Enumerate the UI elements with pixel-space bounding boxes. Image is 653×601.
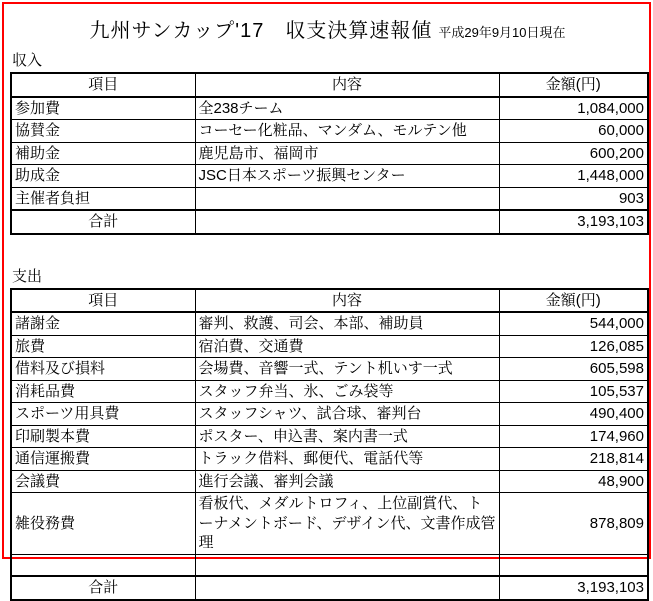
red-page-frame: [2, 2, 651, 596]
detail-cell: 看板代、メダルトロフィ、上位副賞代、トーナメントボード、デザイン代、文書作成管理: [195, 493, 499, 555]
item-cell: 補助金: [11, 142, 195, 165]
detail-cell: ポスター、申込書、案内書一式: [195, 425, 499, 448]
table-row: [11, 403, 648, 426]
item-cell: 諸謝金: [11, 312, 195, 335]
detail-cell: スタッフ弁当、氷、ごみ袋等: [195, 380, 499, 403]
income-section-label: 収入: [12, 52, 43, 69]
table-row: [11, 312, 648, 335]
table-row: [11, 335, 648, 358]
item-cell: 助成金: [11, 165, 195, 188]
detail-cell: 会場費、音響一式、テント机いす一式: [195, 358, 499, 381]
table-row: [11, 425, 648, 448]
date-note: 平成29年9月10日現在: [438, 25, 566, 40]
title-row: [10, 14, 645, 43]
detail-cell: 鹿児島市、福岡市: [195, 142, 499, 165]
page-title: 九州サンカップ'17 収支決算速報値: [89, 20, 433, 42]
amount-cell: 126,085: [499, 335, 648, 358]
table-row: [11, 448, 648, 471]
total-amount-cell: 3,193,103: [499, 210, 648, 234]
item-cell: 旅費: [11, 335, 195, 358]
detail-cell: [195, 187, 499, 210]
table-row: [11, 358, 648, 381]
detail-cell: 審判、救護、司会、本部、補助員: [195, 312, 499, 335]
item-cell: スポーツ用具費: [11, 403, 195, 426]
amount-cell: 605,598: [499, 358, 648, 381]
total-label-cell: 合計: [11, 210, 195, 234]
detail-cell: [195, 554, 499, 576]
table-row: [11, 97, 648, 120]
total-label-cell: 合計: [11, 576, 195, 600]
amount-cell: [499, 554, 648, 576]
table-row: [11, 493, 648, 555]
item-cell: 消耗品費: [11, 380, 195, 403]
amount-cell: 60,000: [499, 120, 648, 143]
column-header-amount: 金額(円): [499, 289, 648, 313]
table-row: [11, 470, 648, 493]
amount-cell: 174,960: [499, 425, 648, 448]
item-cell: 主催者負担: [11, 187, 195, 210]
column-header-amount: 金額(円): [499, 73, 648, 97]
amount-cell: 544,000: [499, 312, 648, 335]
detail-cell: JSC日本スポーツ振興センター: [195, 165, 499, 188]
item-cell: 会議費: [11, 470, 195, 493]
amount-cell: 48,900: [499, 470, 648, 493]
amount-cell: 1,448,000: [499, 165, 648, 188]
income-header-row: [11, 73, 648, 97]
item-cell: 通信運搬費: [11, 448, 195, 471]
expense-header-row: [11, 289, 648, 313]
table-row: [11, 187, 648, 210]
income-total-row: [11, 210, 648, 234]
expense-total-row: [11, 576, 648, 600]
total-detail-cell: [195, 210, 499, 234]
table-row: [11, 380, 648, 403]
amount-cell: 903: [499, 187, 648, 210]
column-header-item: 項目: [11, 289, 195, 313]
income-table: [10, 72, 649, 235]
detail-cell: 宿泊費、交通費: [195, 335, 499, 358]
detail-cell: コーセー化粧品、マンダム、モルテン他: [195, 120, 499, 143]
amount-cell: 1,084,000: [499, 97, 648, 120]
column-header-item: 項目: [11, 73, 195, 97]
item-cell: 協賛金: [11, 120, 195, 143]
column-header-detail: 内容: [195, 73, 499, 97]
item-cell: 印刷製本費: [11, 425, 195, 448]
detail-cell: トラック借料、郵便代、電話代等: [195, 448, 499, 471]
total-detail-cell: [195, 576, 499, 600]
column-header-detail: 内容: [195, 289, 499, 313]
item-cell: 雑役務費: [11, 493, 195, 555]
table-row: [11, 554, 648, 576]
table-row: [11, 165, 648, 188]
item-cell: 借料及び損料: [11, 358, 195, 381]
detail-cell: スタッフシャツ、試合球、審判台: [195, 403, 499, 426]
item-cell: 参加費: [11, 97, 195, 120]
amount-cell: 218,814: [499, 448, 648, 471]
expense-table: [10, 288, 649, 601]
detail-cell: 進行会議、審判会議: [195, 470, 499, 493]
expense-section-label: 支出: [12, 267, 43, 285]
table-row: [11, 142, 648, 165]
amount-cell: 490,400: [499, 403, 648, 426]
item-cell: [11, 554, 195, 576]
table-row: [11, 120, 648, 143]
amount-cell: 600,200: [499, 142, 648, 165]
detail-cell: 全238チーム: [195, 97, 499, 120]
amount-cell: 878,809: [499, 493, 648, 555]
total-amount-cell: 3,193,103: [499, 576, 648, 600]
amount-cell: 105,537: [499, 380, 648, 403]
